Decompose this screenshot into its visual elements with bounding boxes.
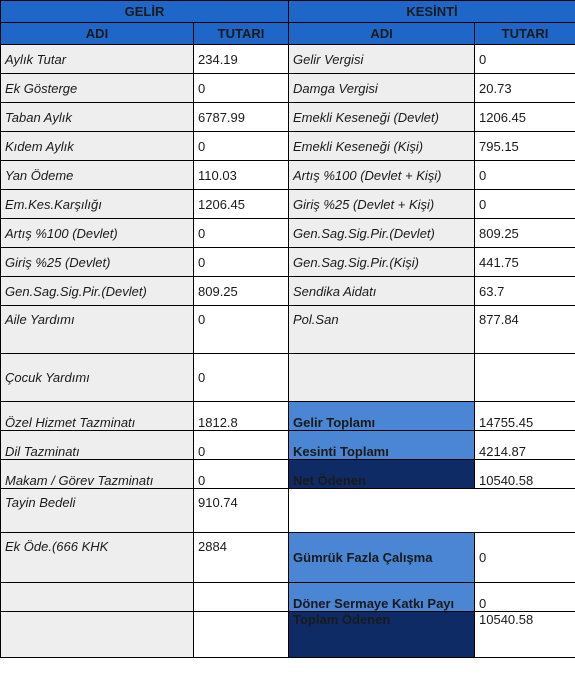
kesinti-value[interactable]: 0 bbox=[475, 45, 575, 74]
gumruk-value[interactable]: 0 bbox=[475, 533, 575, 583]
gelir-empty-value[interactable] bbox=[194, 583, 289, 612]
kesinti-blank-area bbox=[289, 489, 575, 533]
gelir-label: Makam / Görev Tazminatı bbox=[1, 460, 194, 489]
kesinti-value[interactable]: 877.84 bbox=[475, 306, 575, 354]
gelir-toplami-value[interactable]: 14755.45 bbox=[475, 402, 575, 431]
gelir-label: Özel Hizmet Tazminatı bbox=[1, 402, 194, 431]
table-row bbox=[1, 132, 575, 161]
gelir-label: Gen.Sag.Sig.Pir.(Devlet) bbox=[1, 277, 194, 306]
gelir-value[interactable]: 6787.99 bbox=[194, 103, 289, 132]
column-header-row bbox=[1, 23, 575, 45]
gelir-label: Aile Yardımı bbox=[1, 306, 194, 354]
net-odenen-label: Net Ödenen bbox=[289, 460, 475, 489]
kesinti-label: Gen.Sag.Sig.Pir.(Devlet) bbox=[289, 219, 475, 248]
gelir-label: Yan Ödeme bbox=[1, 161, 194, 190]
kesinti-header: KESİNTİ bbox=[289, 1, 575, 23]
gelir-value[interactable]: 809.25 bbox=[194, 277, 289, 306]
gelir-value[interactable]: 0 bbox=[194, 74, 289, 103]
gelir-value[interactable]: 0 bbox=[194, 306, 289, 354]
kesinti-value[interactable]: 63.7 bbox=[475, 277, 575, 306]
table-row bbox=[1, 103, 575, 132]
kesinti-toplami-label: Kesinti Toplamı bbox=[289, 431, 475, 460]
gelir-label: Dil Tazminatı bbox=[1, 431, 194, 460]
table-row bbox=[1, 219, 575, 248]
kesinti-label: Sendika Aidatı bbox=[289, 277, 475, 306]
kesinti-label: Giriş %25 (Devlet + Kişi) bbox=[289, 190, 475, 219]
gelir-header: GELİR bbox=[1, 1, 289, 23]
gelir-label: Aylık Tutar bbox=[1, 45, 194, 74]
gelir-col-adi: ADI bbox=[1, 23, 194, 45]
gelir-label: Çocuk Yardımı bbox=[1, 354, 194, 402]
gelir-empty-value[interactable] bbox=[194, 612, 289, 658]
gelir-value[interactable]: 110.03 bbox=[194, 161, 289, 190]
gelir-empty-label bbox=[1, 583, 194, 612]
table-row bbox=[1, 161, 575, 190]
gelir-value[interactable]: 234.19 bbox=[194, 45, 289, 74]
table-row bbox=[1, 533, 575, 583]
table-row bbox=[1, 612, 575, 658]
table-row bbox=[1, 277, 575, 306]
table-row bbox=[1, 190, 575, 219]
kesinti-value[interactable]: 1206.45 bbox=[475, 103, 575, 132]
kesinti-label: Gen.Sag.Sig.Pir.(Kişi) bbox=[289, 248, 475, 277]
section-header-row bbox=[1, 1, 575, 23]
table-row bbox=[1, 306, 575, 354]
gelir-value[interactable]: 0 bbox=[194, 354, 289, 402]
table-row bbox=[1, 354, 575, 402]
doner-label: Döner Sermaye Katkı Payı bbox=[289, 583, 475, 612]
kesinti-toplami-value[interactable]: 4214.87 bbox=[475, 431, 575, 460]
table-row bbox=[1, 45, 575, 74]
gelir-label: Em.Kes.Karşılığı bbox=[1, 190, 194, 219]
kesinti-value[interactable]: 0 bbox=[475, 190, 575, 219]
gelir-empty-label bbox=[1, 612, 194, 658]
gelir-value[interactable]: 1812.8 bbox=[194, 402, 289, 431]
gelir-value[interactable]: 0 bbox=[194, 431, 289, 460]
doner-value[interactable]: 0 bbox=[475, 583, 575, 612]
gelir-value[interactable]: 1206.45 bbox=[194, 190, 289, 219]
kesinti-value[interactable]: 441.75 bbox=[475, 248, 575, 277]
kesinti-empty-label bbox=[289, 354, 475, 402]
gelir-label: Ek Gösterge bbox=[1, 74, 194, 103]
gelir-value[interactable]: 910.74 bbox=[194, 489, 289, 533]
gelir-value[interactable]: 0 bbox=[194, 248, 289, 277]
kesinti-col-adi: ADI bbox=[289, 23, 475, 45]
gelir-value[interactable]: 0 bbox=[194, 460, 289, 489]
kesinti-label: Artış %100 (Devlet + Kişi) bbox=[289, 161, 475, 190]
kesinti-label: Emekli Keseneği (Devlet) bbox=[289, 103, 475, 132]
net-odenen-value[interactable]: 10540.58 bbox=[475, 460, 575, 489]
kesinti-label: Gelir Vergisi bbox=[289, 45, 475, 74]
gelir-label: Ek Öde.(666 KHK bbox=[1, 533, 194, 583]
gelir-label: Kıdem Aylık bbox=[1, 132, 194, 161]
gelir-toplami-label: Gelir Toplamı bbox=[289, 402, 475, 431]
kesinti-value[interactable]: 809.25 bbox=[475, 219, 575, 248]
gelir-value[interactable]: 0 bbox=[194, 132, 289, 161]
kesinti-label: Damga Vergisi bbox=[289, 74, 475, 103]
kesinti-value[interactable]: 0 bbox=[475, 161, 575, 190]
gelir-value[interactable]: 2884 bbox=[194, 533, 289, 583]
gelir-label: Tayin Bedeli bbox=[1, 489, 194, 533]
table-row bbox=[1, 583, 575, 612]
kesinti-value[interactable]: 795.15 bbox=[475, 132, 575, 161]
gelir-label: Artış %100 (Devlet) bbox=[1, 219, 194, 248]
table-row bbox=[1, 248, 575, 277]
table-row bbox=[1, 431, 575, 460]
table-row bbox=[1, 74, 575, 103]
table-row bbox=[1, 402, 575, 431]
kesinti-empty-value[interactable] bbox=[475, 354, 575, 402]
gelir-label: Giriş %25 (Devlet) bbox=[1, 248, 194, 277]
toplam-odenen-label: Toplam Ödenen bbox=[289, 612, 475, 658]
kesinti-label: Emekli Keseneği (Kişi) bbox=[289, 132, 475, 161]
kesinti-col-tutari: TUTARI bbox=[475, 23, 575, 45]
gelir-col-tutari: TUTARI bbox=[194, 23, 289, 45]
gelir-value[interactable]: 0 bbox=[194, 219, 289, 248]
table-row bbox=[1, 460, 575, 489]
gelir-label: Taban Aylık bbox=[1, 103, 194, 132]
kesinti-value[interactable]: 20.73 bbox=[475, 74, 575, 103]
table-row bbox=[1, 489, 575, 533]
toplam-odenen-value[interactable]: 10540.58 bbox=[475, 612, 575, 658]
kesinti-label: Pol.San bbox=[289, 306, 475, 354]
gumruk-label: Gümrük Fazla Çalışma bbox=[289, 533, 475, 583]
